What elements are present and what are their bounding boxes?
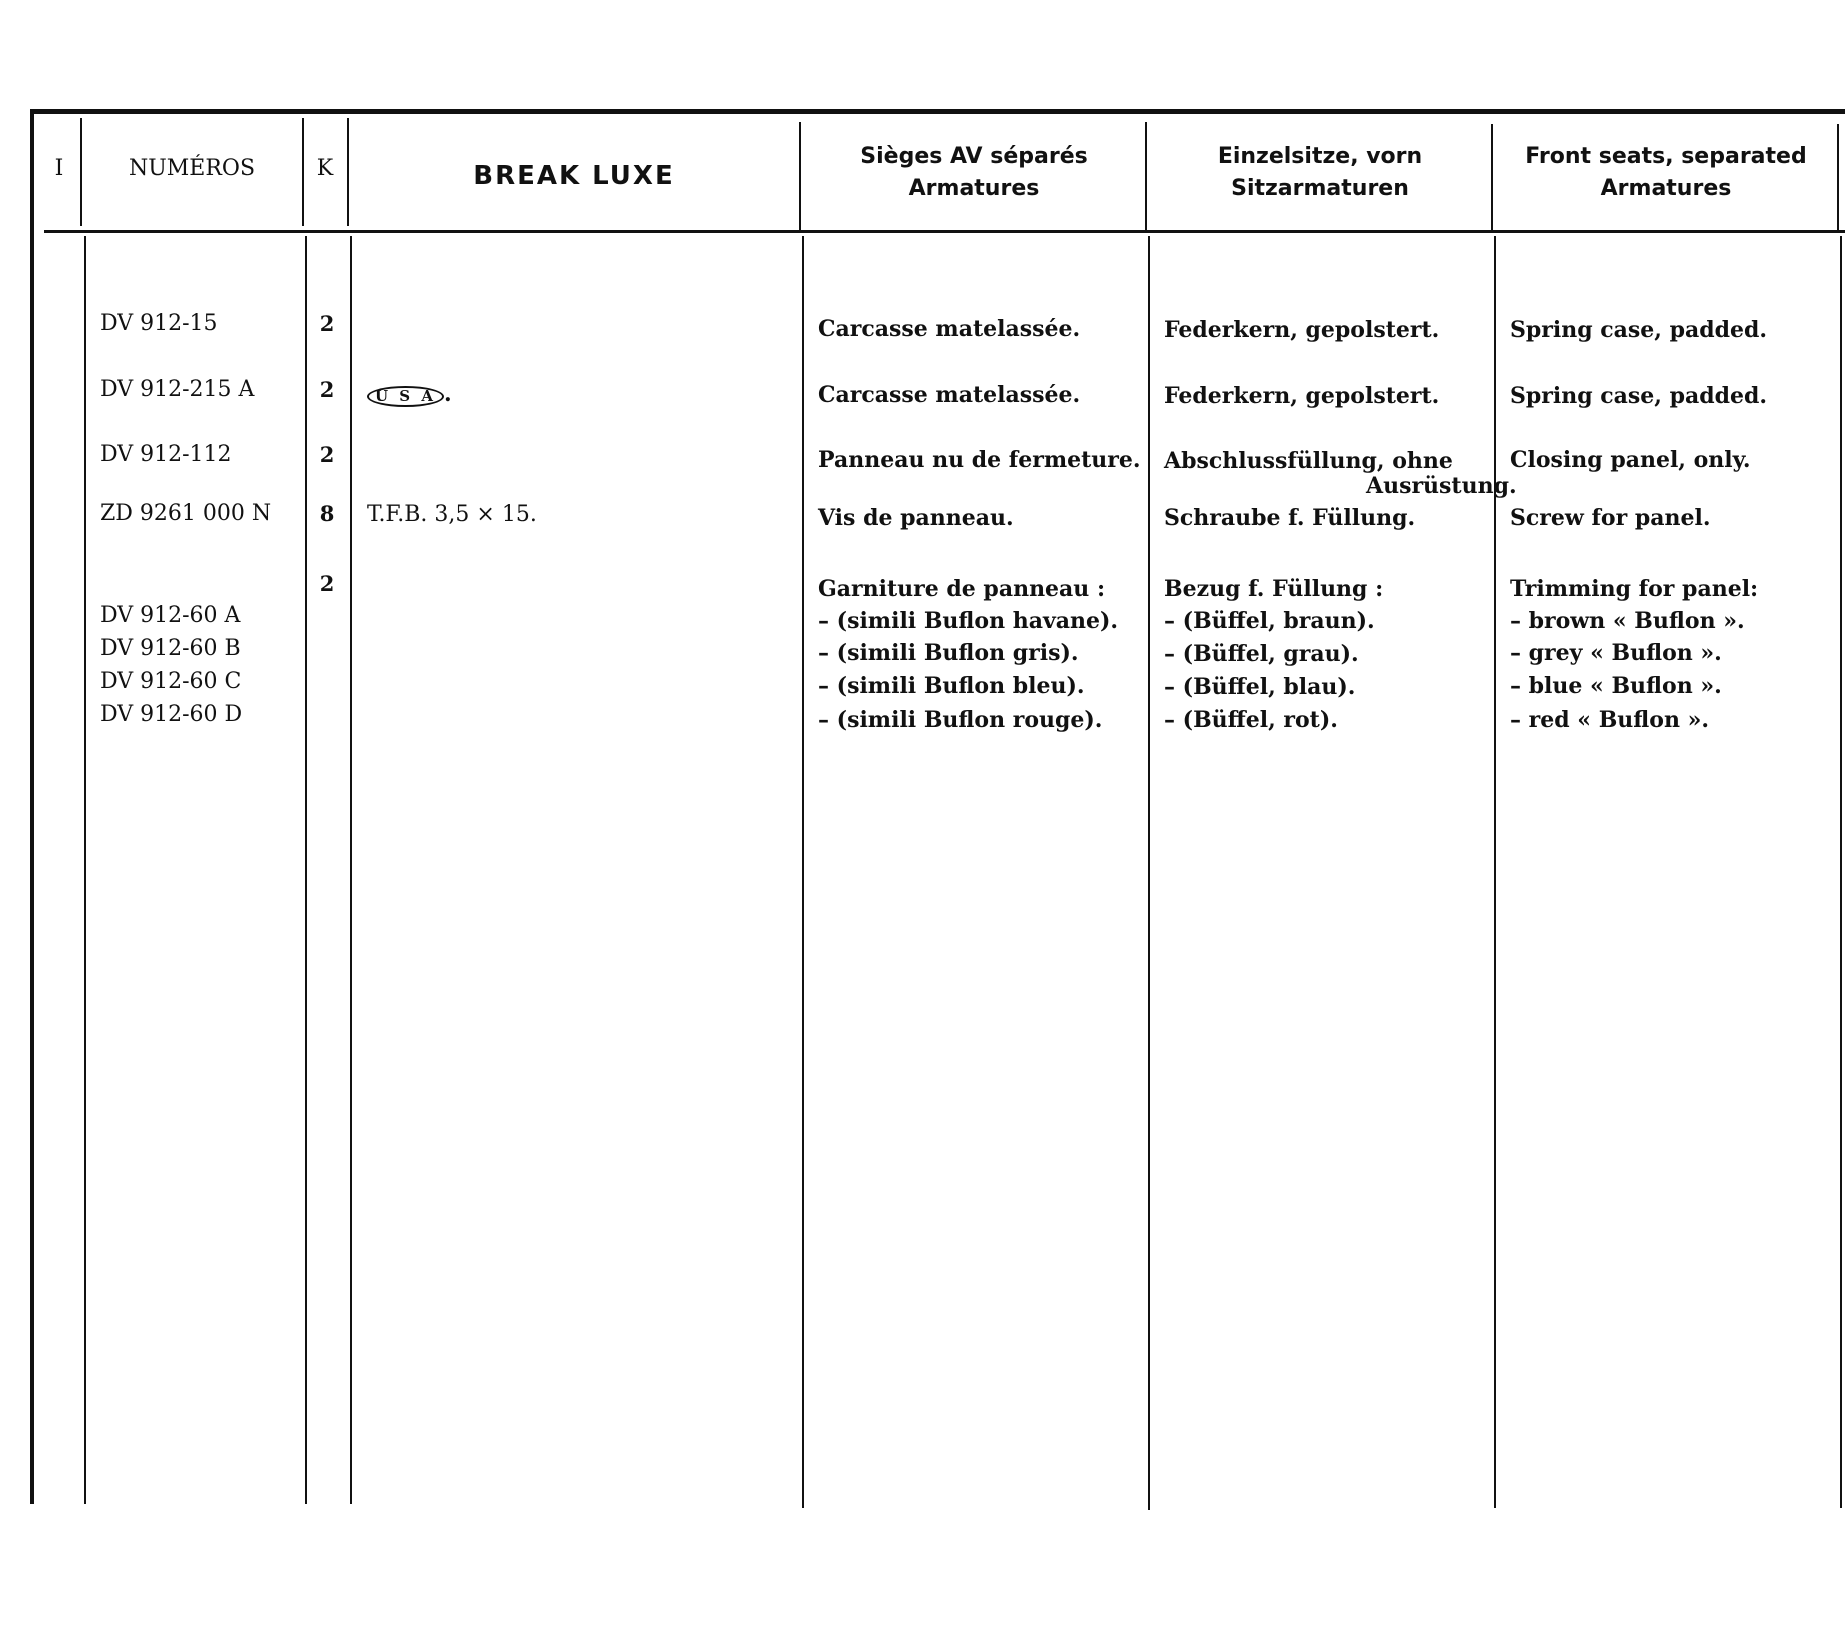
desc-german: – (Büffel, grau). [1164, 641, 1359, 667]
header-i: I [54, 156, 64, 181]
group-quantity: 2 [319, 571, 335, 596]
desc-french: Vis de panneau. [818, 505, 1014, 531]
header-numeros: NUMÉROS [128, 156, 256, 181]
top-rule [30, 109, 1845, 114]
group-title-german: Bezug f. Füllung : [1164, 576, 1384, 602]
quantity: 2 [319, 311, 335, 336]
usa-stamp [367, 381, 452, 408]
desc-french: Carcasse matelassée. [818, 316, 1081, 342]
desc-german: Schraube f. Füllung. [1164, 505, 1416, 531]
quantity: 2 [319, 377, 335, 402]
desc-english: Spring case, padded. [1510, 317, 1768, 343]
desc-german-continued: Ausrüstung. [1366, 473, 1517, 499]
group-title-french: Garniture de panneau : [818, 576, 1106, 602]
part-number: DV 912-15 [100, 311, 218, 336]
usa-stamp-oval: U S A [367, 386, 444, 407]
header-german [1149, 141, 1491, 205]
divider-fr [802, 236, 804, 1508]
desc-english: Closing panel, only. [1510, 447, 1751, 473]
part-number: DV 912-60 A [100, 603, 241, 628]
quantity: 2 [319, 442, 335, 467]
desc-french: Carcasse matelassée. [818, 382, 1081, 408]
header-k: K [316, 156, 334, 181]
note: T.F.B. 3,5 × 15. [367, 502, 537, 527]
divider-fr-header [799, 122, 801, 232]
divider-right [1840, 236, 1842, 1508]
desc-german: – (Büffel, rot). [1164, 707, 1338, 733]
desc-french: – (simili Buflon bleu). [818, 673, 1085, 699]
desc-german: Federkern, gepolstert. [1164, 383, 1440, 409]
desc-french: – (simili Buflon gris). [818, 640, 1079, 666]
divider-k-right-header [347, 118, 349, 226]
group-title-english: Trimming for panel: [1510, 576, 1759, 602]
part-number: DV 912-112 [100, 442, 232, 467]
divider-en-header [1491, 124, 1493, 232]
desc-french: – (simili Buflon havane). [818, 608, 1119, 634]
part-number: ZD 9261 000 N [100, 501, 272, 526]
part-number: DV 912-60 C [100, 669, 242, 694]
desc-english: Spring case, padded. [1510, 383, 1768, 409]
left-border [30, 109, 34, 1504]
desc-french: – (simili Buflon rouge). [818, 707, 1103, 733]
desc-english: – brown « Buflon ». [1510, 608, 1745, 634]
desc-english: – blue « Buflon ». [1510, 673, 1722, 699]
divider-en [1494, 236, 1496, 1508]
header-english-line1: Front seats, separated [1525, 144, 1807, 169]
desc-english: Screw for panel. [1510, 505, 1711, 531]
header-model: BREAK LUXE [473, 161, 675, 191]
divider-k-right [350, 236, 352, 1504]
header-german-line2: Sitzarmaturen [1231, 176, 1409, 201]
part-number: DV 912-215 A [100, 377, 255, 402]
divider-right-header [1837, 124, 1839, 232]
divider-numeros [84, 236, 86, 1504]
header-german-line1: Einzelsitze, vorn [1217, 144, 1423, 169]
usa-stamp-suffix: . [444, 381, 452, 407]
header-french-line2: Armatures [908, 176, 1040, 201]
desc-french: Panneau nu de fermeture. [818, 447, 1141, 473]
desc-german: – (Büffel, blau). [1164, 674, 1356, 700]
part-number: DV 912-60 B [100, 636, 241, 661]
desc-english: – red « Buflon ». [1510, 707, 1710, 733]
desc-english: – grey « Buflon ». [1510, 640, 1722, 666]
header-english [1495, 141, 1837, 205]
divider-numeros-header [80, 118, 82, 226]
desc-german: Federkern, gepolstert. [1164, 317, 1440, 343]
header-english-line2: Armatures [1600, 176, 1732, 201]
divider-k-left [305, 236, 307, 1504]
divider-de [1148, 236, 1150, 1510]
desc-german: Abschlussfüllung, ohne [1164, 448, 1453, 474]
header-french-line1: Sièges AV séparés [860, 144, 1088, 169]
header-rule [44, 230, 1845, 233]
divider-de-header [1145, 122, 1147, 232]
part-number: DV 912-60 D [100, 702, 243, 727]
quantity: 8 [319, 501, 335, 526]
desc-german: – (Büffel, braun). [1164, 608, 1375, 634]
header-french [803, 141, 1145, 205]
